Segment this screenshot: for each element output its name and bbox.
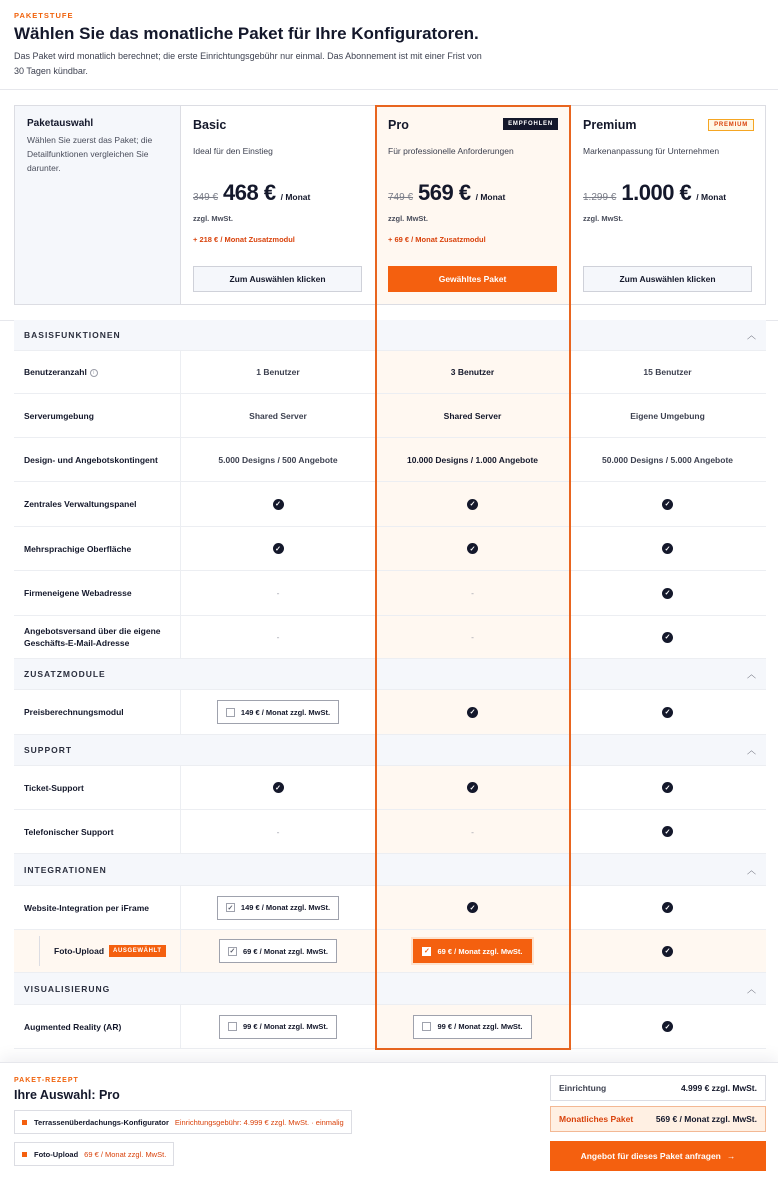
checkbox[interactable] [228,1022,237,1031]
cell-pro [375,482,570,526]
summary-value: 4.999 € zzgl. MwSt. [680,1083,757,1093]
table-row [14,482,766,527]
section-title: ZUSATZMODULE [24,669,106,679]
table-row [14,690,766,735]
summary-footer [0,1062,778,1180]
divider [0,89,778,90]
feature-label [24,366,174,378]
checkbox[interactable] [422,1022,431,1031]
select-premium-button[interactable]: Zum Auswählen klicken [583,266,752,292]
cell-premium [570,571,765,615]
price: 468 € [223,180,276,205]
cell-premium [570,1005,765,1048]
feature-label: Augmented Reality (AR) [24,1021,122,1032]
old-price: 1.299 € [583,192,617,203]
bullet-square-icon [22,1120,27,1125]
plan-card-pro[interactable] [376,106,571,304]
section-header-basis[interactable] [14,320,766,351]
addon-price: 99 € / Monat zzgl. MwSt. [437,1022,523,1031]
addon-price: 149 € / Monat zzgl. MwSt. [240,707,331,717]
addon-note: + 69 € / Monat Zusatzmodul [388,235,486,244]
page-title: Wählen Sie das monatliche Paket für Ihre Konfiguratoren. [14,24,479,43]
summary-chip-konfigurator [14,1110,352,1134]
plan-intro-title: Paketauswahl [27,118,94,129]
cta-label: Angebot für dieses Paket anfragen [580,1151,721,1161]
premium-badge: PREMIUM [708,119,754,131]
recommended-badge: EMPFOHLEN [503,118,558,130]
cell-basic [180,766,375,809]
cell-premium: 15 Benutzer [643,367,692,377]
old-price: 749 € [388,192,414,203]
cell-pro: - [375,571,570,615]
plan-name: Premium [583,118,637,132]
cell-pro [375,766,570,809]
plan-card-premium[interactable] [571,106,766,304]
table-row [14,527,766,571]
summary-chip-foto [14,1142,174,1166]
plan-selector [14,105,766,305]
cell-pro [375,690,570,734]
feature-label: Website-Integration per iFrame [24,902,150,913]
sub-feature-label [39,936,166,966]
cell-premium: 50.000 Designs / 5.000 Angebote [601,454,734,465]
section-title: VISUALISIERUNG [24,983,111,994]
addon-option-foto-basic[interactable] [219,939,337,963]
chevron-up-icon[interactable]: ︿ [746,330,756,341]
chip-label: Foto-Upload [34,1149,79,1159]
addon-option-preis[interactable] [217,700,339,724]
chip-note: Einrichtungsgebühr: 4.999 € zzgl. MwSt. · einmalig [174,1117,344,1127]
cell-basic [180,1005,375,1048]
table-row [14,571,766,616]
check-circle-icon: ✓ [662,902,673,913]
addon-price: 99 € / Monat zzgl. MwSt. [242,1022,328,1031]
section-title: SUPPORT [24,745,73,755]
price-period: / Monat [696,192,727,202]
arrow-right-icon: → [726,1151,736,1161]
chevron-up-icon[interactable]: ︿ [746,984,756,994]
check-circle-icon: ✓ [273,782,284,793]
check-circle-icon: ✓ [662,826,673,837]
addon-option-foto-pro[interactable] [413,939,531,963]
chevron-up-icon[interactable]: ︿ [746,669,756,680]
check-circle-icon: ✓ [662,946,673,957]
cell-pro [375,527,570,570]
check-circle-icon: ✓ [467,707,478,718]
check-circle-icon: ✓ [467,782,478,793]
table-row [14,1005,766,1049]
checkbox-checked[interactable]: ✓ [227,904,234,912]
feature-label: Angebotsversand über die eigene Geschäfts-E-Mail-Adresse [24,626,161,648]
cell-premium [570,766,765,809]
check-circle-icon: ✓ [273,499,284,510]
section-eyebrow: PAKETSTUFE [14,11,74,20]
cell-basic: 5.000 Designs / 500 Angebote [180,438,375,481]
plan-name: Pro [388,118,409,132]
plan-subtitle: Für professionelle Anforderungen [388,146,514,156]
summary-value: 569 € / Monat zzgl. MwSt. [655,1114,757,1124]
cell-premium [570,810,765,853]
table-row [14,886,766,930]
page-header [14,11,484,79]
price: 569 € [418,180,471,205]
addon-price: 69 € / Monat zzgl. MwSt. [437,946,523,956]
checkbox[interactable] [226,708,235,717]
feature-label: Telefonischer Support [24,826,114,837]
table-row [14,438,766,482]
table-row [14,766,766,810]
section-title: BASISFUNKTIONEN [24,330,121,340]
check-circle-icon: ✓ [273,543,284,554]
info-icon[interactable]: i [90,369,98,377]
select-basic-button[interactable]: Zum Auswählen klicken [193,266,362,292]
vat-note: zzgl. MwSt. [388,214,428,223]
bullet-square-icon [22,1152,27,1157]
cell-basic: Shared Server [180,394,375,437]
cell-pro [375,886,570,929]
section-title: INTEGRATIONEN [24,864,107,875]
checkbox-checked[interactable]: ✓ [424,948,430,955]
summary-title: Ihre Auswahl: Pro [14,1088,120,1102]
cell-pro [375,930,570,972]
addon-note: + 218 € / Monat Zusatzmodul [193,235,295,244]
check-circle-icon: ✓ [662,1021,673,1032]
cell-premium [570,886,765,929]
feature-label: Serverumgebung [24,410,94,421]
cell-basic: - [180,810,375,853]
summary-label: Monatliches Paket [559,1114,634,1124]
section-header-zusatz[interactable] [14,659,766,690]
plan-intro-text: Wählen Sie zuerst das Paket; die Detailfunktionen vergleichen Sie darunter. [27,135,153,173]
summary-eyebrow: PAKET-REZEPT [14,1077,79,1084]
cell-premium [570,482,765,526]
check-circle-icon: ✓ [467,543,478,554]
cell-basic: 1 Benutzer [180,351,375,393]
cell-pro: 3 Benutzer [375,351,570,393]
feature-label: Preisberechnungsmodul [24,707,124,717]
request-offer-button[interactable] [550,1141,766,1171]
chip-label: Terrassenüberdachungs-Konfigurator [34,1117,169,1127]
section-header-visual[interactable] [14,973,766,1005]
plan-subtitle: Ideal für den Einstieg [193,146,273,156]
monthly-fee-summary [550,1106,766,1132]
price-period: / Monat [475,192,506,202]
check-circle-icon: ✓ [662,499,673,510]
cell-basic [180,930,375,972]
check-circle-icon: ✓ [467,902,478,913]
cell-basic [180,482,375,526]
price: 1.000 € [621,180,692,205]
selected-pro-button[interactable]: Gewähltes Paket [388,266,557,292]
chip-note: 69 € / Monat zzgl. MwSt. [84,1149,167,1159]
price-row [583,180,754,206]
check-circle-icon: ✓ [662,632,673,643]
price-period: / Monat [280,192,311,202]
chevron-up-icon[interactable]: ︿ [746,865,756,875]
feature-label: Mehrsprachige Oberfläche [24,543,132,554]
cell-pro: - [375,616,570,658]
check-circle-icon: ✓ [662,782,673,793]
feature-label: Zentrales Verwaltungspanel [24,499,137,509]
check-circle-icon: ✓ [662,543,673,554]
cell-premium [570,930,765,972]
addon-price: 149 € / Monat zzgl. MwSt. [240,903,331,912]
cell-basic [180,886,375,929]
cell-premium [570,616,765,658]
section-header-support[interactable] [14,735,766,766]
feature-label: Ticket-Support [24,782,84,793]
section-header-integrationen[interactable] [14,854,766,886]
addon-option-iframe[interactable] [217,896,339,920]
feature-label-text: Benutzeranzahl [24,367,87,377]
plan-name: Basic [193,118,227,132]
table-row [14,616,766,659]
vat-note: zzgl. MwSt. [193,214,233,223]
feature-label: Design- und Angebotskontingent [24,454,158,465]
feature-label: Firmeneigene Webadresse [24,588,132,598]
cell-pro: Shared Server [375,394,570,437]
plan-intro [15,106,181,304]
cell-basic [180,690,375,734]
table-row [14,810,766,854]
checkbox-checked[interactable]: ✓ [229,948,236,955]
addon-option-ar-basic[interactable] [219,1015,337,1039]
vat-note: zzgl. MwSt. [583,214,623,223]
table-row [14,394,766,438]
plan-card-basic[interactable] [181,106,376,304]
plan-subtitle: Markenanpassung für Unternehmen [583,146,720,156]
cell-basic [180,527,375,570]
setup-fee-summary [550,1075,766,1101]
price-row [388,180,558,206]
cell-basic: - [180,616,375,658]
cell-premium: Eigene Umgebung [630,410,705,421]
check-circle-icon: ✓ [662,707,673,718]
addon-option-ar-pro[interactable] [413,1015,531,1039]
feature-label-text: Foto-Upload [54,946,105,956]
cell-basic: - [180,571,375,615]
addon-price: 69 € / Monat zzgl. MwSt. [242,946,328,956]
page-description: Das Paket wird monatlich berechnet; die erste Einrichtungsgebühr nur einmal. Das Abonnement ist mit einer Frist von 30 Tagen kündbar. [14,51,482,76]
price-row [193,180,363,206]
check-circle-icon: ✓ [662,588,673,599]
cell-premium [570,690,765,734]
selected-tag: AUSGEWÄHLT [109,945,166,957]
chevron-up-icon[interactable]: ︿ [746,745,756,756]
check-circle-icon: ✓ [467,499,478,510]
table-row-sub [14,930,766,973]
cell-pro: 10.000 Designs / 1.000 Angebote [375,438,570,481]
cell-pro: - [375,810,570,853]
cell-pro [375,1005,570,1048]
cell-premium [570,527,765,570]
summary-label: Einrichtung [559,1083,607,1093]
old-price: 349 € [193,192,219,203]
table-row [14,351,766,394]
